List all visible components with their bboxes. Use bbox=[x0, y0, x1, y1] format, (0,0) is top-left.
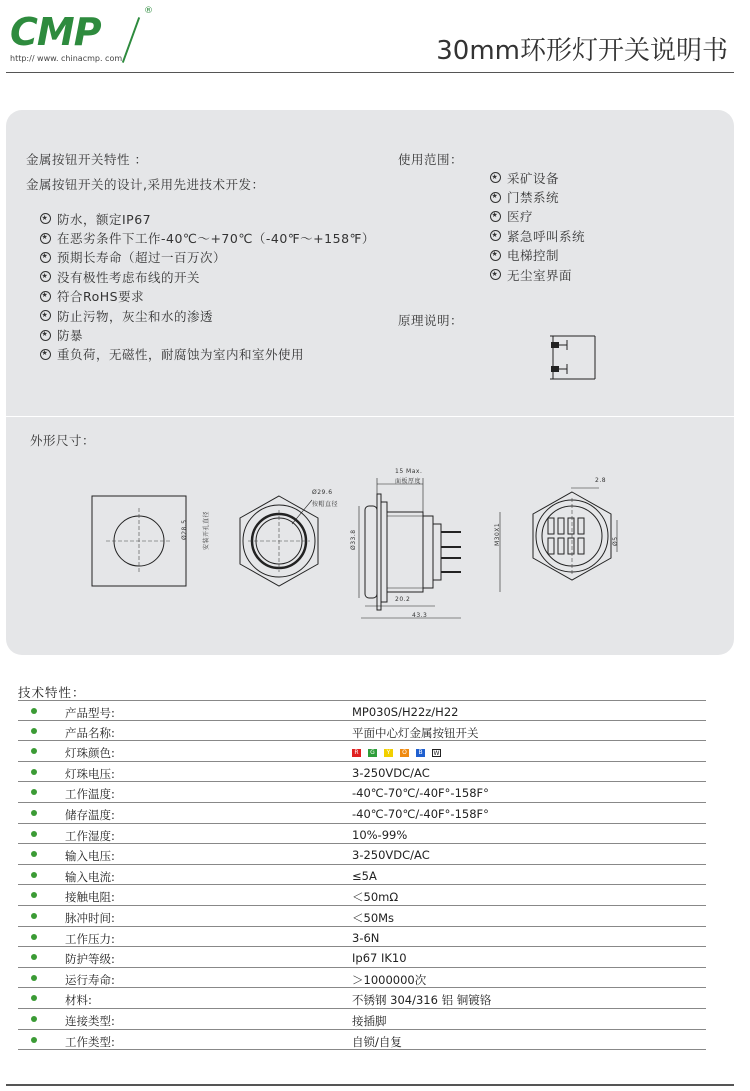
list-item: ★ 预期长寿命（超过一百万次） bbox=[40, 248, 375, 267]
bullet-dot-icon bbox=[31, 1016, 37, 1022]
star-bullet-icon bbox=[490, 172, 501, 183]
spec-value: 自锁/自复 bbox=[352, 1034, 402, 1049]
spec-value: -40℃-70℃/-40F°-158F° bbox=[352, 806, 489, 821]
spec-value: Ip67 IK10 bbox=[352, 951, 407, 966]
bullet-dot-icon bbox=[31, 934, 37, 940]
star-bullet-icon bbox=[490, 269, 501, 280]
cap-diameter-label: Ø29.6 bbox=[312, 489, 333, 496]
list-item: ★ 重负荷，无磁性，耐腐蚀为室内和室外使用 bbox=[40, 345, 375, 364]
bullet-dot-icon bbox=[31, 810, 37, 816]
cutout-description-label: 安装开孔直径 bbox=[203, 510, 210, 550]
color-swatch: G bbox=[368, 749, 377, 757]
length-20-label: 20.2 bbox=[395, 596, 411, 603]
list-item: ★ 防水，额定IP67 bbox=[40, 209, 375, 228]
panel-divider bbox=[6, 416, 734, 417]
circuit-symbol-diagram bbox=[545, 330, 605, 384]
bullet-dot-icon bbox=[31, 831, 37, 837]
spec-value: 3-6N bbox=[352, 930, 380, 945]
spec-value: 平面中心灯金属按钮开关 bbox=[352, 725, 479, 740]
color-swatch: Y bbox=[384, 749, 393, 757]
logo-url: http:// www. chinacmp. com bbox=[10, 54, 123, 63]
list-item: ★ 医疗 bbox=[490, 207, 585, 226]
spec-value: 不锈钢 304/316 铝 铜镀铬 bbox=[352, 993, 492, 1008]
cap-description-label: 按帽直径 bbox=[312, 501, 339, 508]
table-row bbox=[18, 741, 706, 762]
company-logo bbox=[10, 6, 153, 68]
table-row bbox=[18, 1030, 706, 1051]
dimensions-heading: 外形尺寸： bbox=[30, 433, 96, 448]
star-bullet-icon bbox=[40, 233, 51, 244]
specs-heading: 技术特性： bbox=[18, 685, 86, 700]
spec-label: 储存温度: bbox=[65, 807, 115, 822]
spec-label: 灯珠电压: bbox=[65, 766, 115, 781]
star-bullet-icon bbox=[490, 192, 501, 203]
bullet-dot-icon bbox=[31, 1037, 37, 1043]
spec-label: 脉冲时间: bbox=[65, 910, 115, 925]
bullet-dot-icon bbox=[31, 708, 37, 714]
cutout-diameter-label: Ø28.5 bbox=[181, 519, 188, 540]
star-bullet-icon bbox=[40, 252, 51, 263]
color-swatch: O bbox=[400, 749, 409, 757]
features-heading: 金属按钮开关特性 ： bbox=[26, 152, 148, 167]
table-row bbox=[18, 762, 706, 783]
star-bullet-icon bbox=[40, 349, 51, 360]
spec-label: 输入电流: bbox=[65, 869, 115, 884]
footer-divider bbox=[6, 1084, 734, 1086]
spec-value: 接插脚 bbox=[352, 1013, 387, 1028]
bullet-dot-icon bbox=[31, 748, 37, 754]
front-view-drawing bbox=[234, 494, 324, 588]
spec-table bbox=[18, 700, 706, 1050]
bullet-dot-icon bbox=[31, 769, 37, 775]
spec-label: 工作压力: bbox=[65, 931, 115, 946]
principle-heading: 原理说明： bbox=[398, 313, 464, 328]
table-row bbox=[18, 865, 706, 886]
spec-label: 工作湿度: bbox=[65, 828, 115, 843]
list-item: ★ 防暴 bbox=[40, 325, 375, 344]
registered-mark: ® bbox=[144, 6, 153, 16]
table-row bbox=[18, 947, 706, 968]
spec-value: ＜50Ms bbox=[352, 910, 395, 925]
panel-cutout-drawing bbox=[90, 494, 200, 590]
list-item: ★ 无尘室界面 bbox=[490, 265, 585, 284]
led-color-swatches bbox=[352, 745, 448, 759]
bullet-dot-icon bbox=[31, 975, 37, 981]
spec-label: 产品名称: bbox=[65, 725, 115, 740]
star-bullet-icon bbox=[40, 310, 51, 321]
spec-label: 运行寿命: bbox=[65, 972, 115, 987]
bullet-dot-icon bbox=[31, 728, 37, 734]
spec-value: ＜50mΩ bbox=[352, 890, 399, 905]
bullet-dot-icon bbox=[31, 913, 37, 919]
pin-diameter-label: Ø5 bbox=[612, 536, 619, 546]
table-row bbox=[18, 988, 706, 1009]
bullet-dot-icon bbox=[31, 954, 37, 960]
list-item: ★ 紧急呼叫系统 bbox=[490, 226, 585, 245]
spec-value: ≤5A bbox=[352, 868, 377, 883]
spec-label: 材料: bbox=[65, 993, 92, 1008]
table-row bbox=[18, 1009, 706, 1030]
spec-value: MP030S/H22z/H22 bbox=[352, 705, 459, 719]
logo-text: CMP bbox=[10, 10, 101, 54]
spec-label: 输入电压: bbox=[65, 849, 115, 864]
pin-width-label: 2.8 bbox=[595, 477, 607, 484]
list-item: ★ 防止污物，灰尘和水的渗透 bbox=[40, 306, 375, 325]
star-bullet-icon bbox=[40, 330, 51, 341]
spec-value: 3-250VDC/AC bbox=[352, 848, 430, 863]
list-item: ★ 采矿设备 bbox=[490, 168, 585, 187]
spec-label: 连接类型: bbox=[65, 1013, 115, 1028]
spec-value: 3-250VDC/AC bbox=[352, 765, 430, 780]
table-row bbox=[18, 803, 706, 824]
panel-max-label: 15 Max. bbox=[395, 468, 423, 475]
bullet-dot-icon bbox=[31, 851, 37, 857]
table-row bbox=[18, 968, 706, 989]
side-view-drawing bbox=[335, 472, 515, 624]
bullet-dot-icon bbox=[31, 892, 37, 898]
star-bullet-icon bbox=[40, 271, 51, 282]
logo-swoosh bbox=[122, 17, 140, 63]
list-item: ★ 电梯控制 bbox=[490, 246, 585, 265]
table-row bbox=[18, 885, 706, 906]
spec-value: -40℃-70℃/-40F°-158F° bbox=[352, 786, 489, 801]
scope-list bbox=[490, 168, 585, 284]
color-swatch: R bbox=[352, 749, 361, 757]
table-row bbox=[18, 927, 706, 948]
scope-heading: 使用范围： bbox=[398, 152, 464, 167]
color-swatch: W bbox=[433, 749, 440, 757]
color-swatch: B bbox=[416, 749, 425, 757]
list-item: ★ 符合RoHS要求 bbox=[40, 287, 375, 306]
features-intro: 金属按钮开关的设计,采用先进技术开发： bbox=[26, 177, 265, 192]
header-divider bbox=[6, 72, 734, 73]
page-header bbox=[0, 0, 750, 75]
star-bullet-icon bbox=[40, 213, 51, 224]
table-row bbox=[18, 844, 706, 865]
bullet-dot-icon bbox=[31, 995, 37, 1001]
length-43-label: 43.3 bbox=[412, 612, 428, 619]
table-row bbox=[18, 906, 706, 927]
page-title: 30mm环形灯开关说明书 bbox=[436, 36, 728, 66]
feature-list bbox=[40, 209, 375, 364]
spec-label: 防护等级: bbox=[65, 952, 115, 967]
list-item: ★ 没有极性考虑布线的开关 bbox=[40, 267, 375, 286]
list-item: ★ 门禁系统 bbox=[490, 187, 585, 206]
list-item: ★ 在恶劣条件下工作-40℃～+70℃（-40℉～+158℉） bbox=[40, 228, 375, 247]
table-row bbox=[18, 700, 706, 721]
spec-label: 工作类型: bbox=[65, 1034, 115, 1049]
table-row bbox=[18, 824, 706, 845]
bullet-dot-icon bbox=[31, 789, 37, 795]
star-bullet-icon bbox=[40, 291, 51, 302]
star-bullet-icon bbox=[490, 211, 501, 222]
spec-label: 工作温度: bbox=[65, 787, 115, 802]
spec-value: 10%-99% bbox=[352, 827, 408, 842]
flange-diameter-label: Ø33.8 bbox=[350, 529, 357, 550]
star-bullet-icon bbox=[490, 250, 501, 261]
bullet-dot-icon bbox=[31, 872, 37, 878]
spec-label: 接触电阻: bbox=[65, 890, 115, 905]
star-bullet-icon bbox=[490, 230, 501, 241]
spec-value: ＞1000000次 bbox=[352, 972, 427, 987]
spec-label: 灯珠颜色: bbox=[65, 746, 115, 761]
thread-label: M30X1 bbox=[494, 522, 501, 546]
spec-label: 产品型号: bbox=[65, 706, 115, 720]
panel-thickness-label: 面板厚度 bbox=[395, 478, 422, 485]
table-row bbox=[18, 782, 706, 803]
table-row bbox=[18, 721, 706, 742]
